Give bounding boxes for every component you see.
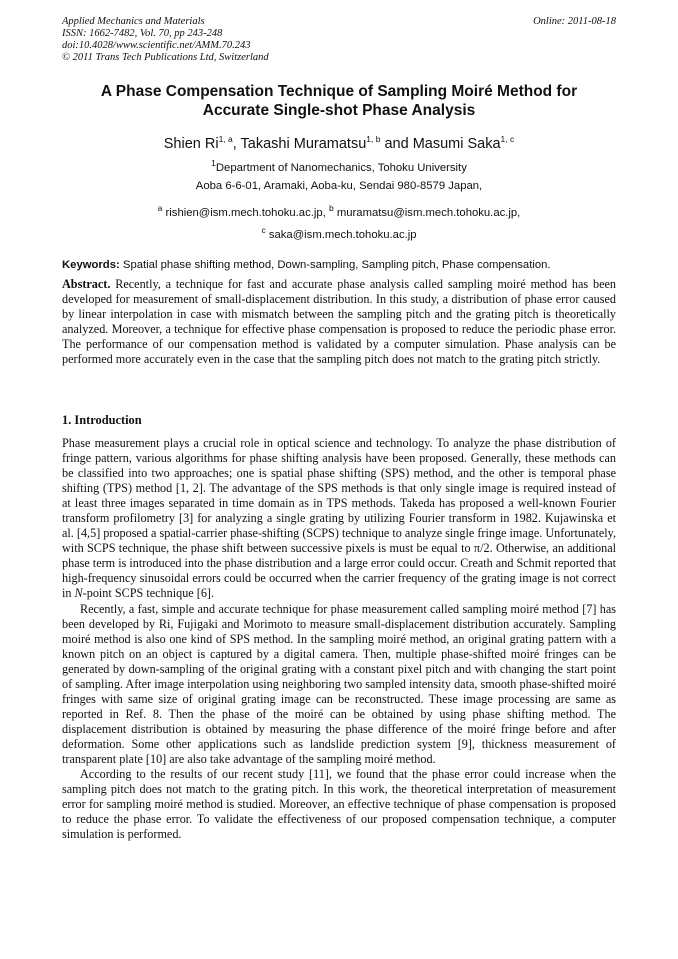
paragraph bbox=[62, 436, 616, 602]
author-sup: 1, b bbox=[366, 134, 381, 144]
abstract bbox=[62, 277, 616, 367]
author-name: Masumi Saka bbox=[412, 135, 501, 152]
author-list bbox=[62, 130, 616, 153]
paragraph-1-tail: -point SCPS technique [6]. bbox=[82, 586, 215, 601]
affiliation-email-c bbox=[62, 224, 616, 242]
email-c[interactable]: saka@ism.mech.tohoku.ac.jp bbox=[268, 228, 417, 241]
paragraph: According to the results of our recent study [11], we found that the phase error could increase when the sampling pitch does not match to the grating pitch. In this work, the theoretical interpretation of measurement error for sampling moiré method is studied. Moreover, an effective technique of phase compensation is proposed to reduce the phase error. To validate the effectiveness of our proposed compensation technique, a computer simulation is performed. bbox=[62, 767, 616, 842]
section-heading: 1. Introduction bbox=[62, 413, 142, 427]
journal-name: Applied Mechanics and Materials bbox=[62, 16, 205, 27]
journal-header bbox=[62, 16, 269, 64]
email-a-sup: a bbox=[157, 203, 163, 213]
paper-title bbox=[62, 82, 616, 120]
author-separator: and bbox=[380, 135, 413, 152]
email-b-sup: b bbox=[328, 203, 334, 213]
author-name: Takashi Muramatsu bbox=[240, 135, 367, 152]
email-b[interactable]: muramatsu@ism.mech.tohoku.ac.jp, bbox=[336, 206, 521, 219]
author-name: Shien Ri bbox=[163, 135, 219, 152]
title-line-1: A Phase Compensation Technique of Sampling Moiré Method for bbox=[100, 83, 578, 100]
email-c-sup: c bbox=[261, 225, 266, 235]
author-sup: 1, a bbox=[218, 134, 233, 144]
affiliation-sup: 1 bbox=[211, 158, 216, 168]
paragraph: Recently, a fast, simple and accurate technique for phase measurement called sampling moiré method [7] has been developed by Ri, Fujigaki and Morimoto to measure small-displacement distribution accurately. Sampling moiré method is also one kind of SPS method. In the sampling moiré method, an original grating pattern with a known pitch on an object is captured by a digital camera. Then, multiple phase-shifted moiré fringes can be generated by down-sampling of the original grating with a constant pixel pitch and with changing the start point of sampling. After image interpolation using neighboring two sampled intensity data, smooth phase-shifted moiré fringes with same size of original grating image can be reconstructed. These image processing are same as reported in Ref. 8. Then the phase of the moiré can be obtained by using phase shifting method. The displacement distribution is obtained by measuring the phase difference of the moiré fringe before and after deformation. Some other applications such as landslide prediction system [9], thickness measurement of transparent plate [10] are also take advantage of the sampling moiré method. bbox=[62, 601, 616, 766]
journal-issn: ISSN: 1662-7482, Vol. 70, pp 243-248 bbox=[62, 28, 223, 39]
keywords-text: Spatial phase shifting method, Down-sampling, Sampling pitch, Phase compensation. bbox=[122, 259, 551, 271]
email-a[interactable]: rishien@ism.mech.tohoku.ac.jp, bbox=[165, 206, 326, 219]
author-sup: 1, c bbox=[500, 134, 515, 144]
keywords bbox=[62, 259, 622, 272]
journal-copyright: © 2011 Trans Tech Publications Ltd, Switzerland bbox=[62, 52, 269, 63]
author-separator: , bbox=[232, 135, 241, 152]
introduction-body bbox=[62, 436, 616, 842]
affiliation-address: Aoba 6-6-01, Aramaki, Aoba-ku, Sendai 980-8579 Japan, bbox=[195, 180, 483, 192]
journal-doi: doi:10.4028/www.scientific.net/AMM.70.243 bbox=[62, 40, 251, 51]
italic-n: N bbox=[74, 586, 83, 601]
paragraph-1-text: Phase measurement plays a crucial role in optical science and technology. To analyze the phase distribution of fringe pattern, various algorithms for phase shifting analysis have been proposed. Generally, these methods can be classified into two approaches; one is spatial phase shifting (SPS) method, and the other is temporal phase shifting (TPS) method [1, 2]. The advantage of the SPS methods is that only single image is required instead of at least three images separated in time domain as in TPS methods. Takeda has proposed a well-known Fourier transform profilometry [3] for analyzing a single grating by utilizing Fourier transform in 1982. Kujawinska et al. [4,5] proposed a spatial-carrier phase-shifting (SCPS) technique to analyze single fringe image. Unfortunately, with SCPS technique, the phase shift between successive pixels is must be equal to π/2. Otherwise, an additional phase term is introduced into the phase distribution and a large error could occur. Creath and Schmit reported that high-frequency sinusoidal errors could be occurred when the carrier frequency of the grating image is not correct in bbox=[62, 436, 616, 601]
abstract-text: Recently, a technique for fast and accurate phase analysis called sampling moiré method has been developed for measurement of small-displacement distribution. In this study, a distribution of phase error caused by linear interpolation in case with mismatch between the sampling pitch and the grating pitch is theoretically analyzed. Moreover, a technique for effective phase compensation is proposed to reduce the periodic phase error. The performance of our compensation method is validated by a computer simulation. Phase analysis can be performed more accurately even in the case that the sampling pitch does not match to the grating pitch strictly. bbox=[62, 277, 616, 367]
abstract-label: Abstract. bbox=[62, 277, 111, 291]
affiliation-dept-text: Department of Nanomechanics, Tohoku University bbox=[215, 161, 467, 174]
affiliation-emails bbox=[62, 202, 616, 220]
online-date: Online: 2011-08-18 bbox=[533, 16, 616, 27]
title-line-2: Accurate Single-shot Phase Analysis bbox=[202, 102, 476, 119]
affiliation-dept bbox=[62, 157, 616, 175]
keywords-label: Keywords: bbox=[62, 259, 120, 271]
